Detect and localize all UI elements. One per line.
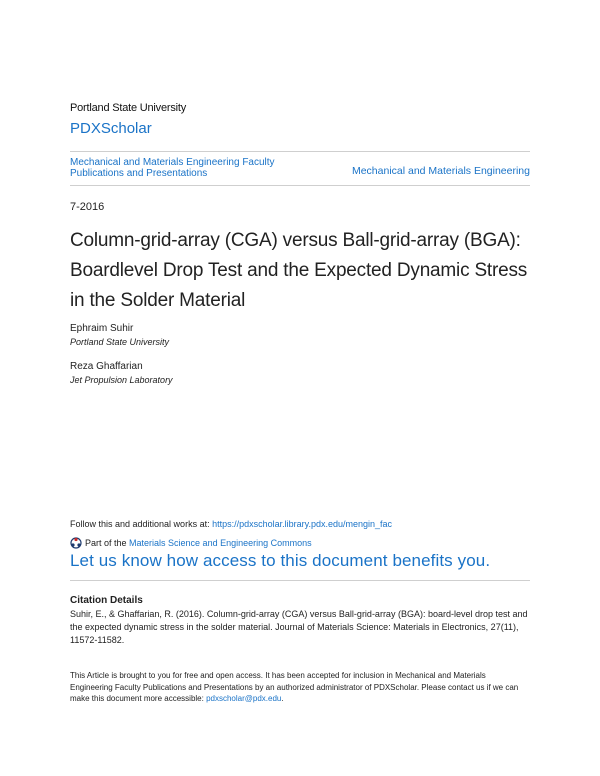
notice-text: This Article is brought to you for free and open access. It has been accepted for inclusion in Mechanical and Materials Engineering Faculty Publications and Presentations by an authorized administrator of PDXScholar. Please contact us if we can make this document more accessible: xyxy=(70,671,519,703)
citation-text: Suhir, E., & Ghaffarian, R. (2016). Column-grid-array (CGA) versus Ball-grid-array (BGA): board-level drop test and the expected dynamic stress in the solder material. Journal of Materials Science: Materials in Electronics, 27(11), 11572-11582. xyxy=(70,609,528,645)
document-title: Column-grid-array (CGA) versus Ball-grid-array (BGA): Boardlevel Drop Test and the Expected Dynamic Stress in the Solder Material xyxy=(70,230,528,311)
author-affiliation: Portland State University xyxy=(70,337,170,347)
notice-suffix: . xyxy=(281,694,284,703)
collection-link[interactable]: Mechanical and Materials Engineering Faculty Publications and Presentations xyxy=(70,157,275,179)
access-notice xyxy=(70,670,530,705)
commons-link[interactable]: Materials Science and Engineering Commons xyxy=(129,538,312,548)
divider-citation xyxy=(70,580,530,581)
follow-link[interactable]: https://pdxscholar.library.pdx.edu/mengin_fac xyxy=(212,519,393,529)
divider-bottom xyxy=(70,185,530,186)
follow-line xyxy=(70,519,392,529)
part-of-prefix: Part of the xyxy=(85,538,130,548)
part-of-line xyxy=(70,537,312,549)
author-affiliation: Jet Propulsion Laboratory xyxy=(70,375,173,385)
repository-name[interactable]: PDXScholar xyxy=(70,120,152,137)
commons-network-icon xyxy=(70,537,82,549)
author-name: Ephraim Suhir xyxy=(70,323,134,334)
divider-top xyxy=(70,151,530,152)
publication-date: 7-2016 xyxy=(70,201,105,213)
department-link[interactable]: Mechanical and Materials Engineering xyxy=(351,165,530,177)
institution-name: Portland State University xyxy=(70,102,187,114)
citation-heading: Citation Details xyxy=(70,595,143,606)
contact-email-link[interactable]: pdxscholar@pdx.edu xyxy=(206,694,282,703)
feedback-link[interactable]: Let us know how access to this document benefits you. xyxy=(70,551,491,570)
follow-prefix: Follow this and additional works at: xyxy=(70,519,213,529)
author-name: Reza Ghaffarian xyxy=(70,361,143,372)
